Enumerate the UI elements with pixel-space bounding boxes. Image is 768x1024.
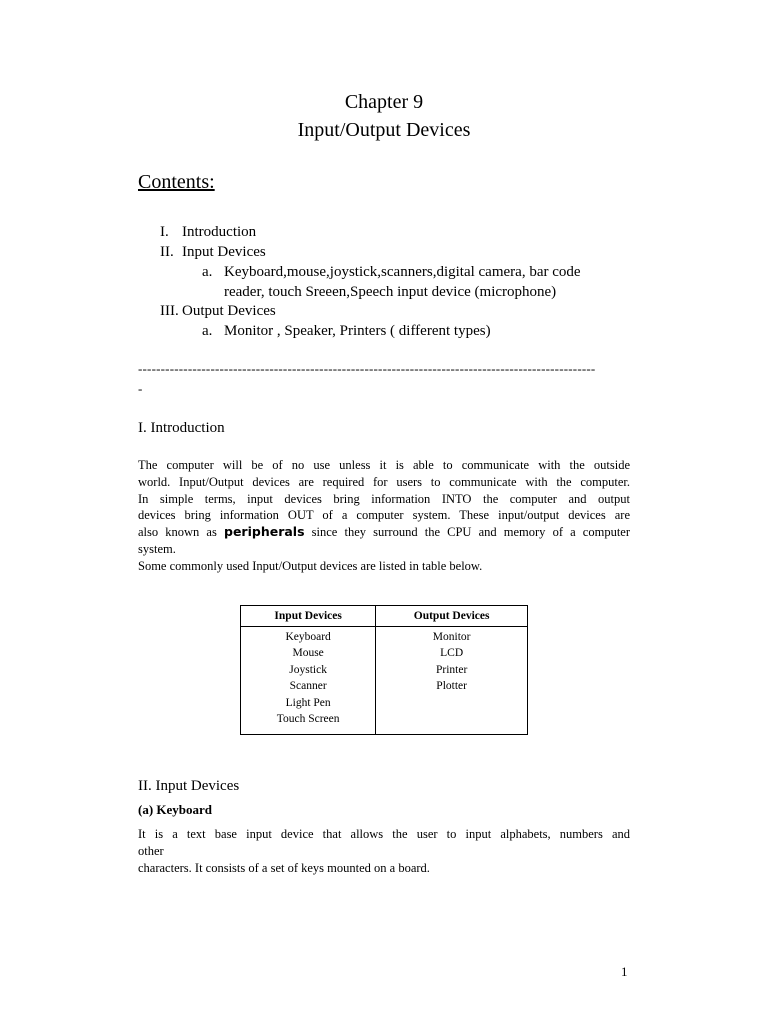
keyboard-line: other [138,843,164,858]
output-devices-cell [376,627,528,735]
toc-label: Output Devices [182,303,276,319]
input-devices-cell [241,627,376,735]
toc-number: III. [160,303,179,319]
intro-title: I. Introduction [138,420,225,436]
input-device: Joystick [289,663,327,676]
intro-line: system. [138,541,176,556]
toc-number: I. [160,224,169,240]
input-device: Touch Screen [276,712,340,725]
column-header-input: Input Devices [241,606,376,627]
toc-item-input-devices [160,242,266,262]
intro-line: Some commonly used Input/Output devices are listed in table below. [138,558,483,573]
toc-label-cont: reader, touch Sreeen,Speech input device (microphone) [224,284,557,300]
output-device: Monitor [432,631,471,643]
input-device: Keyboard [285,631,331,643]
section-divider: ----------------------------------------------------------------------------------------------------- [138,361,596,376]
peripherals-term: peripherals [224,524,305,540]
toc-number: II. [160,244,174,260]
output-device: Plotter [436,680,467,693]
intro-line: devices bring information OUT of a computer system. These input/output devices are [138,508,630,523]
output-device: Printer [435,663,468,676]
input-devices-title: II. Input Devices [138,778,240,794]
chapter-title: Input/Output Devices [297,119,471,141]
toc-subitem-output-examples [202,321,491,341]
toc-label: Monitor , Speaker, Printers ( different types) [224,323,491,339]
toc-label: Introduction [182,224,257,240]
input-device: Mouse [292,647,324,660]
toc-number: a. [202,264,213,280]
toc-label: Keyboard,mouse,joystick,scanners,digital camera, bar code [224,264,581,280]
toc-subitem-input-examples-cont [224,282,556,302]
keyboard-paragraph [138,826,630,876]
toc-label: Input Devices [182,244,266,260]
io-devices-table [240,605,528,735]
table-header-row [241,606,528,627]
page-number: 1 [621,964,628,979]
input-device: Scanner [289,680,327,693]
keyboard-subheading: (a) Keyboard [138,802,213,817]
input-device: Light Pen [285,696,331,709]
intro-paragraph [138,457,630,575]
contents-heading: Contents: [138,171,215,193]
toc-item-introduction [160,222,256,242]
intro-line: In simple terms, input devices bring information INTO the computer and output [138,491,630,506]
column-header-output: Output Devices [376,606,528,627]
output-device: LCD [440,647,464,660]
toc-item-output-devices [160,301,276,321]
section-divider-tail: - [138,381,143,396]
intro-line: The computer will be of no use unless it is able to communicate with the outside [138,458,630,472]
keyboard-line: characters. It consists of a set of keys mounted on a board. [138,860,430,875]
chapter-number: Chapter 9 [344,91,424,113]
table-row [241,627,528,735]
toc-subitem-input-examples [202,262,581,282]
intro-line: world. Input/Output devices are required for users to communicate with the computer. [138,474,630,489]
toc-number: a. [202,323,213,339]
intro-line-peripherals: also known as peripherals since they surround the CPU and memory of a computer [138,524,631,540]
keyboard-line: It is a text base input device that allows the user to input alphabets, numbers and [138,827,630,841]
